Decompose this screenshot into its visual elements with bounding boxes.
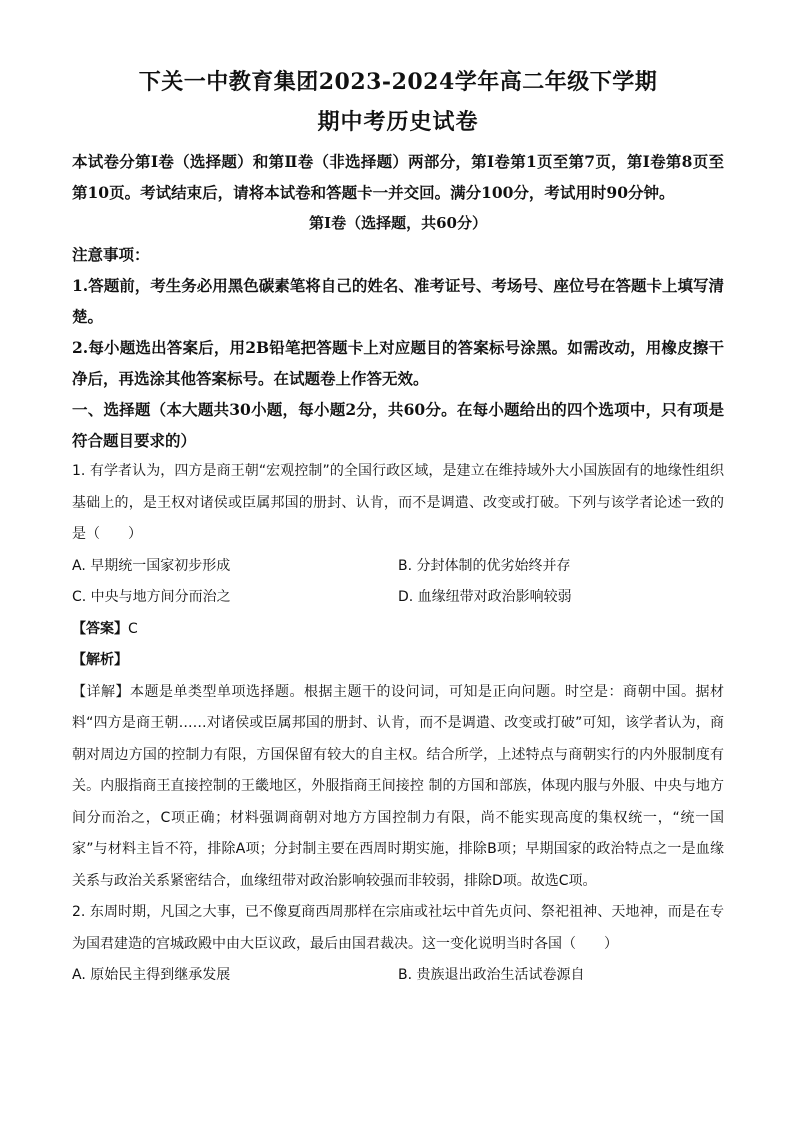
question-1-option-b: B. 分封体制的优劣始终并存 xyxy=(398,557,571,574)
exam-title-line1: 下关一中教育集团2023-2024学年高二年级下学期 xyxy=(138,69,658,95)
question-2-stem: 2. 东周时期，凡国之大事，已不像夏商西周那样在宗庙或社坛中首先贞问、祭祀祖神、天地神，而是在专为国君建造的宫城政殿中由大臣议政，最后由国君裁决。这一变化说明当时各国（ ） xyxy=(72,904,724,952)
question-1-options-row1 xyxy=(72,551,724,583)
question-1-option-d: D. 血缘纽带对政治影响较弱 xyxy=(398,589,572,605)
detail-text: 本题是单类型单项选择题。根据主题干的设问词，可知是正向问题。时空是：商朝中国。据材料“四方是商王朝……对诸侯或臣属邦国的册封、认肯，而不是调遣、改变或打破”可知，该学者认为，商朝对周边方国的控制力有限，方国保留有较大的自主权。结合所学，上述特点与商朝实行的内外服制度有关。内服指商王直接控制的王畿地区，外服指商王间接控 制的方国和部族，体现内服与外服、中央与地方间分而治之，C项正确；材料强调商朝对地方方国控制力有限，尚不能实现高度的集权统一，“统一国家”与材料主旨不符，排除A项；分封制主要在西周时期实施，排除B项；早期国家的政治特点之一是血缘关系与政治关系紧密结合，血缘纽带对政治影响较强而非较弱，排除D项。故选C项。 xyxy=(72,683,724,889)
question-2-option-a: A. 原始民主得到继承发展 xyxy=(72,967,231,983)
exam-intro: 本试卷分第Ⅰ卷（选择题）和第Ⅱ卷（非选择题）两部分，第Ⅰ卷第1页至第7页，第Ⅰ卷第8页至第10页。考试结束后，请将本试卷和答题卡一并交回。满分100分，考试用时90分钟。 xyxy=(72,152,724,202)
question-1-options-row2 xyxy=(72,582,724,614)
question-1-answer xyxy=(72,614,724,646)
question-2-option-b: B. 贵族退出政治生活试卷源自 xyxy=(398,967,585,983)
question-2-options-row1 xyxy=(72,960,724,992)
question-1-detail xyxy=(72,677,724,898)
exam-title-line2: 期中考历史试卷 xyxy=(317,109,479,135)
answer-label: 【答案】 xyxy=(72,620,128,637)
question-1-option-c: C. 中央与地方间分而治之 xyxy=(72,589,231,605)
analysis-label: 【解析】 xyxy=(72,652,128,668)
notes-item-2: 2.每小题选出答案后，用2B铅笔把答题卡上对应题目的答案标号涂黑。如需改动，用橡皮擦干净后，再选涂其他答案标号。在试题卷上作答无效。 xyxy=(72,338,724,388)
notes-heading: 注意事项： xyxy=(72,245,150,264)
answer-value: C xyxy=(128,620,138,637)
part1-heading: 一、选择题（本大题共30小题，每小题2分，共60分。在每小题给出的四个选项中，只有项是符合题目要求的） xyxy=(72,400,724,450)
detail-label: 【详解】 xyxy=(72,683,130,700)
exam-page xyxy=(72,62,724,992)
section1-title: 第Ⅰ卷（选择题，共60分） xyxy=(309,214,487,232)
question-1-analysis-label xyxy=(72,645,724,677)
notes-item-1: 1.答题前，考生务必用黑色碳素笔将自己的姓名、准考证号、考场号、座位号在答题卡上填写清楚。 xyxy=(72,276,724,326)
question-1-option-a: A. 早期统一国家初步形成 xyxy=(72,557,231,574)
question-1-stem: 1. 有学者认为，四方是商王朝“宏观控制”的全国行政区域，是建立在维持域外大小国族固有的地缘性组织基础上的，是王权对诸侯或臣属邦国的册封、认肯，而不是调遣、改变或打破。下列与该学者论述一致的是（ ） xyxy=(72,463,724,542)
